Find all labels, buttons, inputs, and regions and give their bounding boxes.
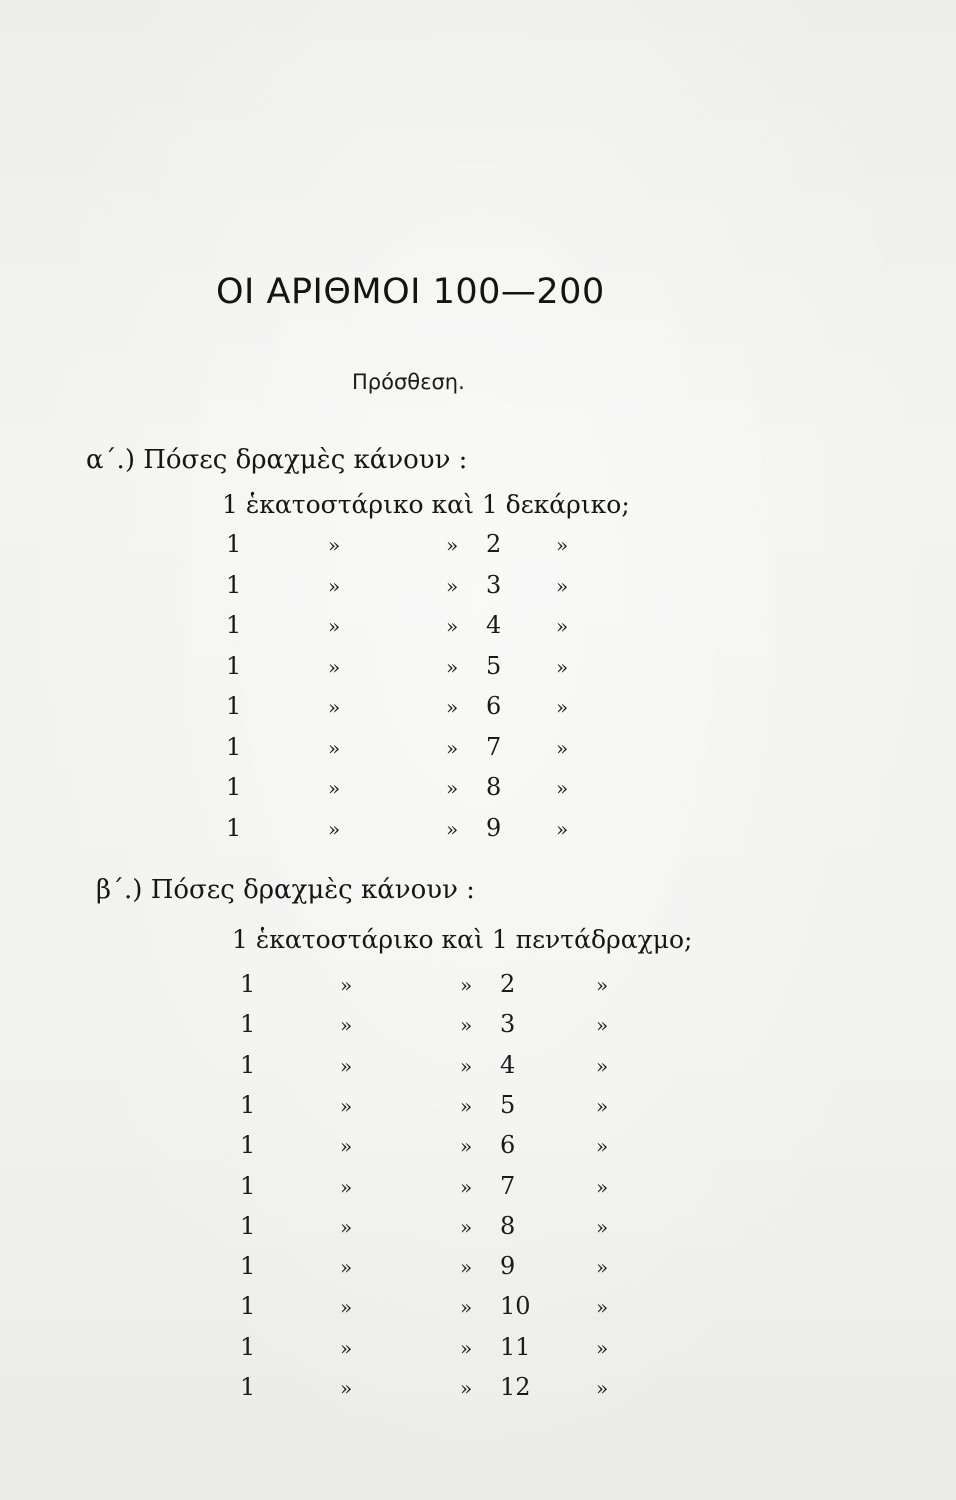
ditto-mark: » (460, 1093, 473, 1118)
row-count: 1 (240, 1332, 256, 1361)
exercise-b-heading: β΄.) Πόσες δραχμὲς κάνουν : (96, 875, 475, 905)
ditto-mark: » (328, 776, 341, 800)
ditto-mark: » (340, 1093, 353, 1118)
table-row (0, 1131, 956, 1165)
row-count: 1 (226, 732, 242, 761)
row-number: 9 (486, 813, 502, 842)
row-count: 1 (226, 773, 242, 801)
row-count: 1 (240, 1211, 256, 1240)
ditto-mark: » (446, 654, 459, 679)
ditto-mark: » (460, 1295, 473, 1320)
table-row (0, 530, 956, 564)
ditto-mark: » (460, 1255, 473, 1280)
row-number: 7 (500, 1171, 516, 1200)
ditto-mark: » (460, 1376, 473, 1400)
exercise-a-first-line: 1 ἑκατοστάρικο καὶ 1 δεκάρικο; (222, 490, 630, 519)
ditto-mark: » (340, 1376, 353, 1400)
row-number: 5 (486, 651, 502, 680)
ditto-mark: » (596, 1013, 609, 1038)
table-row (0, 1333, 956, 1367)
table-row (0, 1172, 956, 1206)
table-row (0, 611, 956, 645)
ditto-mark: » (596, 1376, 609, 1400)
row-count: 1 (226, 692, 242, 720)
table-row (0, 1252, 956, 1286)
ditto-mark: » (328, 573, 341, 598)
table-row (0, 814, 956, 848)
ditto-mark: » (340, 1295, 353, 1320)
page-title: ΟΙ ΑΡΙΘΜΟΙ 100—200 (216, 272, 605, 312)
ditto-mark: » (596, 1174, 609, 1199)
ditto-mark: » (556, 776, 569, 800)
ditto-mark: » (340, 1134, 353, 1159)
row-number: 6 (486, 692, 502, 720)
row-number: 11 (500, 1332, 531, 1361)
section-subtitle: Πρόσθεση. (352, 370, 465, 394)
ditto-mark: » (340, 1174, 353, 1199)
ditto-mark: » (446, 573, 459, 598)
row-count: 1 (240, 1050, 256, 1079)
ditto-mark: » (460, 1335, 473, 1360)
table-row (0, 1212, 956, 1246)
ditto-mark: » (328, 735, 341, 760)
ditto-mark: » (596, 1093, 609, 1118)
exercise-b-first-line: 1 ἑκατοστάρικο καὶ 1 πεντάδραχμο; (232, 925, 693, 954)
ditto-mark: » (340, 973, 353, 997)
row-count: 1 (240, 1171, 256, 1200)
ditto-mark: » (460, 1214, 473, 1239)
row-count: 1 (240, 1090, 256, 1119)
ditto-mark: » (328, 614, 341, 638)
ditto-mark: » (328, 695, 341, 719)
table-row (0, 733, 956, 767)
ditto-mark: » (340, 1053, 353, 1078)
ditto-mark: » (446, 776, 459, 800)
row-number: 8 (486, 773, 502, 801)
row-number: 6 (500, 1131, 516, 1160)
row-count: 1 (240, 970, 256, 998)
ditto-mark: » (460, 973, 473, 997)
row-number: 12 (500, 1373, 531, 1401)
ditto-mark: » (596, 973, 609, 997)
row-count: 1 (240, 1292, 256, 1321)
ditto-mark: » (460, 1134, 473, 1159)
ditto-mark: » (596, 1214, 609, 1239)
row-count: 1 (226, 530, 242, 558)
table-row (0, 1010, 956, 1044)
row-number: 4 (486, 611, 502, 639)
ditto-mark: » (460, 1053, 473, 1078)
ditto-mark: » (556, 654, 569, 679)
ditto-mark: » (556, 695, 569, 719)
ditto-mark: » (596, 1134, 609, 1159)
row-number: 3 (486, 570, 502, 599)
ditto-mark: » (556, 614, 569, 638)
ditto-mark: » (596, 1255, 609, 1280)
ditto-mark: » (596, 1335, 609, 1360)
table-row (0, 1373, 956, 1407)
ditto-mark: » (328, 533, 341, 557)
ditto-mark: » (596, 1053, 609, 1078)
table-row (0, 692, 956, 726)
row-number: 4 (500, 1050, 516, 1079)
row-number: 2 (500, 970, 516, 998)
row-count: 1 (226, 651, 242, 680)
ditto-mark: » (446, 614, 459, 638)
ditto-mark: » (340, 1214, 353, 1239)
row-number: 8 (500, 1211, 516, 1240)
table-row (0, 571, 956, 605)
row-number: 5 (500, 1090, 516, 1119)
row-count: 1 (240, 1131, 256, 1160)
row-number: 9 (500, 1252, 516, 1281)
row-count: 1 (226, 813, 242, 842)
ditto-mark: » (446, 816, 459, 841)
table-row (0, 773, 956, 807)
table-row (0, 1292, 956, 1326)
ditto-mark: » (446, 695, 459, 719)
ditto-mark: » (460, 1013, 473, 1038)
ditto-mark: » (340, 1255, 353, 1280)
row-number: 10 (500, 1292, 531, 1321)
table-row (0, 1091, 956, 1125)
ditto-mark: » (328, 654, 341, 679)
ditto-mark: » (340, 1335, 353, 1360)
table-row (0, 970, 956, 1004)
ditto-mark: » (328, 816, 341, 841)
table-row (0, 1051, 956, 1085)
ditto-mark: » (556, 533, 569, 557)
ditto-mark: » (556, 816, 569, 841)
exercise-a-heading: α΄.) Πόσες δραχμὲς κάνουν : (86, 445, 468, 475)
row-number: 3 (500, 1010, 516, 1039)
row-number: 7 (486, 732, 502, 761)
row-count: 1 (240, 1010, 256, 1039)
row-count: 1 (226, 611, 242, 639)
row-count: 1 (226, 570, 242, 599)
ditto-mark: » (596, 1295, 609, 1320)
ditto-mark: » (446, 533, 459, 557)
ditto-mark: » (556, 735, 569, 760)
row-count: 1 (240, 1252, 256, 1281)
table-row (0, 652, 956, 686)
row-count: 1 (240, 1373, 256, 1401)
ditto-mark: » (340, 1013, 353, 1038)
ditto-mark: » (556, 573, 569, 598)
ditto-mark: » (446, 735, 459, 760)
row-number: 2 (486, 530, 502, 558)
ditto-mark: » (460, 1174, 473, 1199)
